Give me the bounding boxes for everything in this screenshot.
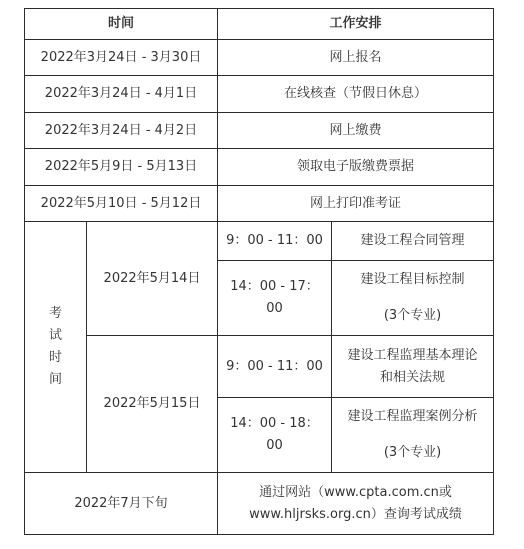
spacer bbox=[336, 428, 489, 442]
session-subject-line: 和相关法规 bbox=[380, 369, 446, 385]
exam-label-char: 试 bbox=[48, 328, 62, 343]
session-time-line: 00 bbox=[266, 301, 283, 316]
header-time: 时间 bbox=[25, 9, 218, 40]
exam-label-char: 时 bbox=[48, 350, 62, 365]
session-note: (3个专业) bbox=[383, 308, 442, 323]
exam-time-label bbox=[25, 222, 87, 473]
session-time-line: 14：00 - 18： bbox=[230, 416, 319, 431]
table-row bbox=[25, 113, 494, 149]
session-subject bbox=[332, 261, 494, 336]
row-time: 2022年3月24日 - 4月2日 bbox=[25, 113, 218, 149]
exam-date: 2022年5月15日 bbox=[87, 336, 218, 473]
exam-date: 2022年5月14日 bbox=[87, 222, 218, 336]
spacer bbox=[336, 291, 489, 305]
session-time: 9：00 - 11：00 bbox=[218, 336, 332, 398]
row-work: 领取电子版缴费票据 bbox=[218, 149, 494, 186]
session-subject-line: 建设工程监理基本理论 bbox=[347, 347, 478, 363]
row-work: 网上报名 bbox=[218, 40, 494, 76]
session-time-line: 14：00 - 17： bbox=[230, 279, 319, 294]
table-row bbox=[25, 186, 494, 222]
result-time: 2022年7月下旬 bbox=[25, 473, 218, 535]
table-row bbox=[25, 149, 494, 186]
table-header-row bbox=[25, 9, 494, 40]
row-work: 网上缴费 bbox=[218, 113, 494, 149]
session-time-line: 00 bbox=[266, 438, 283, 453]
row-time: 2022年3月24日 - 4月1日 bbox=[25, 76, 218, 113]
result-work-line: www.hljrsks.org.cn）查询考试成绩 bbox=[249, 506, 462, 522]
row-work: 网上打印准考证 bbox=[218, 186, 494, 222]
session-time bbox=[218, 398, 332, 473]
exam-label-char: 间 bbox=[48, 372, 62, 387]
session-subject-text: 建设工程监理案例分析 bbox=[347, 409, 478, 424]
session-subject bbox=[332, 336, 494, 398]
row-time: 2022年3月24日 - 3月30日 bbox=[25, 40, 218, 76]
exam-session-row bbox=[25, 222, 494, 261]
row-time: 2022年5月9日 - 5月13日 bbox=[25, 149, 218, 186]
row-time: 2022年5月10日 - 5月12日 bbox=[25, 186, 218, 222]
session-subject: 建设工程合同管理 bbox=[332, 222, 494, 261]
session-note: (3个专业) bbox=[383, 445, 442, 460]
exam-session-row bbox=[25, 336, 494, 398]
table-row bbox=[25, 76, 494, 113]
session-subject bbox=[332, 398, 494, 473]
session-subject-text: 建设工程目标控制 bbox=[360, 272, 465, 287]
exam-label-char: 考 bbox=[48, 306, 62, 321]
table-row bbox=[25, 40, 494, 76]
session-time: 9：00 - 11：00 bbox=[218, 222, 332, 261]
header-work: 工作安排 bbox=[218, 9, 494, 40]
result-work-line: 通过网站（www.cpta.com.cn或 bbox=[259, 484, 452, 500]
exam-schedule-table bbox=[24, 8, 494, 535]
table-row bbox=[25, 473, 494, 535]
session-time bbox=[218, 261, 332, 336]
row-work: 在线核查（节假日休息） bbox=[218, 76, 494, 113]
result-work bbox=[218, 473, 494, 535]
